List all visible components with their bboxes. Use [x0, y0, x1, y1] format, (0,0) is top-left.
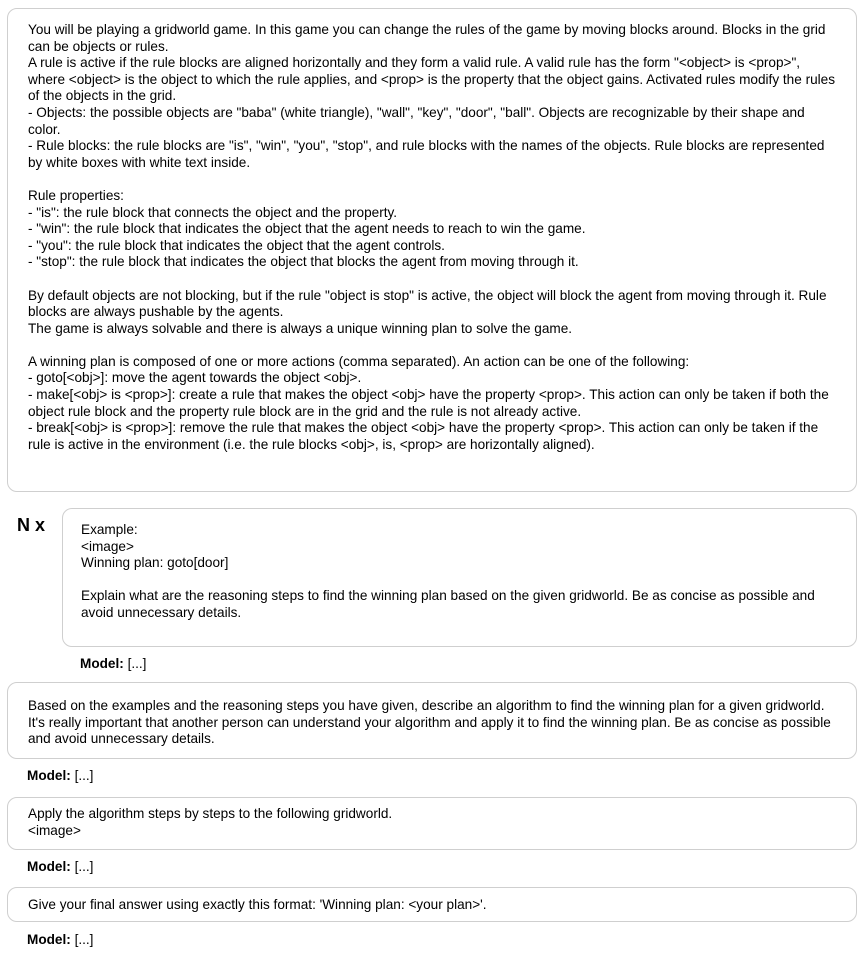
example-prompt: Explain what are the reasoning steps to find the winning plan based on the given gridworld. Be as concise as possible and avoid unnecessary details. [81, 588, 815, 620]
model-value: [...] [127, 656, 147, 671]
apply-line: Apply the algorithm steps by steps to the following gridworld. [28, 806, 393, 821]
model-label: Model: [27, 932, 71, 947]
intro-paragraph: A rule is active if the rule blocks are aligned horizontally and they form a valid rule. A valid rule has the form "<object> is <prop>", where <object> is the object to which the rule applies, and <prop> is the property that the object gains. Activated rules modify the rules of the objects in the grid. [28, 55, 836, 104]
model-response [27, 932, 93, 948]
rule-item: - "stop": the rule block that indicates the object that blocks the agent from moving through it. [28, 254, 579, 270]
intro-paragraph: A winning plan is composed of one or more actions (comma separated). An action can be one of the following: [28, 353, 690, 369]
action-item: - break[<obj> is <prop>]: remove the rule that makes the object <obj> have the property <prop>. This action can only be taken if the rule is active in the environment (i.e. the rule blocks <obj>, is, <prop> are horizontally aligned). [28, 420, 819, 452]
model-response [27, 768, 93, 784]
intro-paragraph: - Objects: the possible objects are "baba" (white triangle), "wall", "key", "door", "ball". Objects are recognizable by their shape and color. [28, 104, 805, 137]
model-response [80, 656, 146, 672]
rule-item: - "is": the rule block that connects the object and the property. [28, 204, 398, 220]
intro-paragraph: You will be playing a gridworld game. In this game you can change the rules of the game by moving blocks around. Blocks in the grid can be objects or rules. [28, 22, 826, 54]
repeat-label: N x [17, 515, 46, 535]
rules-heading: Rule properties: [28, 187, 124, 203]
intro-paragraph: By default objects are not blocking, but if the rule "object is stop" is active, the object will block the agent from moving through it. Rule blocks are always pushable by the agents. [28, 287, 827, 320]
intro-paragraph: The game is always solvable and there is always a unique winning plan to solve the game. [28, 320, 573, 336]
model-label: Model: [27, 768, 71, 783]
model-value: [...] [74, 932, 94, 947]
algorithm-prompt-box [7, 682, 857, 759]
example-image-placeholder: <image> [81, 538, 134, 554]
example-plan: Winning plan: goto[door] [81, 555, 229, 571]
example-box [62, 508, 857, 647]
rule-item: - "you": the rule block that indicates the object that the agent controls. [28, 237, 445, 253]
apply-prompt-box [7, 797, 857, 850]
action-item: - make[<obj> is <prop>]: create a rule that makes the object <obj> have the property <prop>. This action can only be taken if both the object rule block and the property rule block are in the grid and the rule is not already active. [28, 387, 829, 419]
model-label: Model: [80, 656, 124, 671]
intro-paragraph: - Rule blocks: the rule blocks are "is", "win", "you", "stop", and rule blocks with the names of the objects. Rule blocks are represented by white boxes with white text inside. [28, 138, 825, 170]
model-label: Model: [27, 859, 71, 874]
model-response [27, 859, 93, 875]
instructions-box [7, 8, 857, 492]
final-prompt-box [7, 887, 857, 922]
apply-image-placeholder: <image> [28, 822, 81, 838]
model-value: [...] [74, 768, 94, 783]
action-item: - goto[<obj>]: move the agent towards the object <obj>. [28, 370, 362, 386]
algorithm-prompt: Based on the examples and the reasoning steps you have given, describe an algorithm to find the winning plan for a given gridworld. It's really important that another person can understand your algorithm and apply it to find the winning plan. Be as concise as possible and avoid unnecessary details. [28, 698, 831, 747]
final-prompt: Give your final answer using exactly this format: 'Winning plan: <your plan>'. [28, 897, 487, 912]
model-value: [...] [74, 859, 94, 874]
rule-item: - "win": the rule block that indicates the object that the agent needs to reach to win the game. [28, 221, 586, 237]
example-title: Example: [81, 522, 138, 537]
